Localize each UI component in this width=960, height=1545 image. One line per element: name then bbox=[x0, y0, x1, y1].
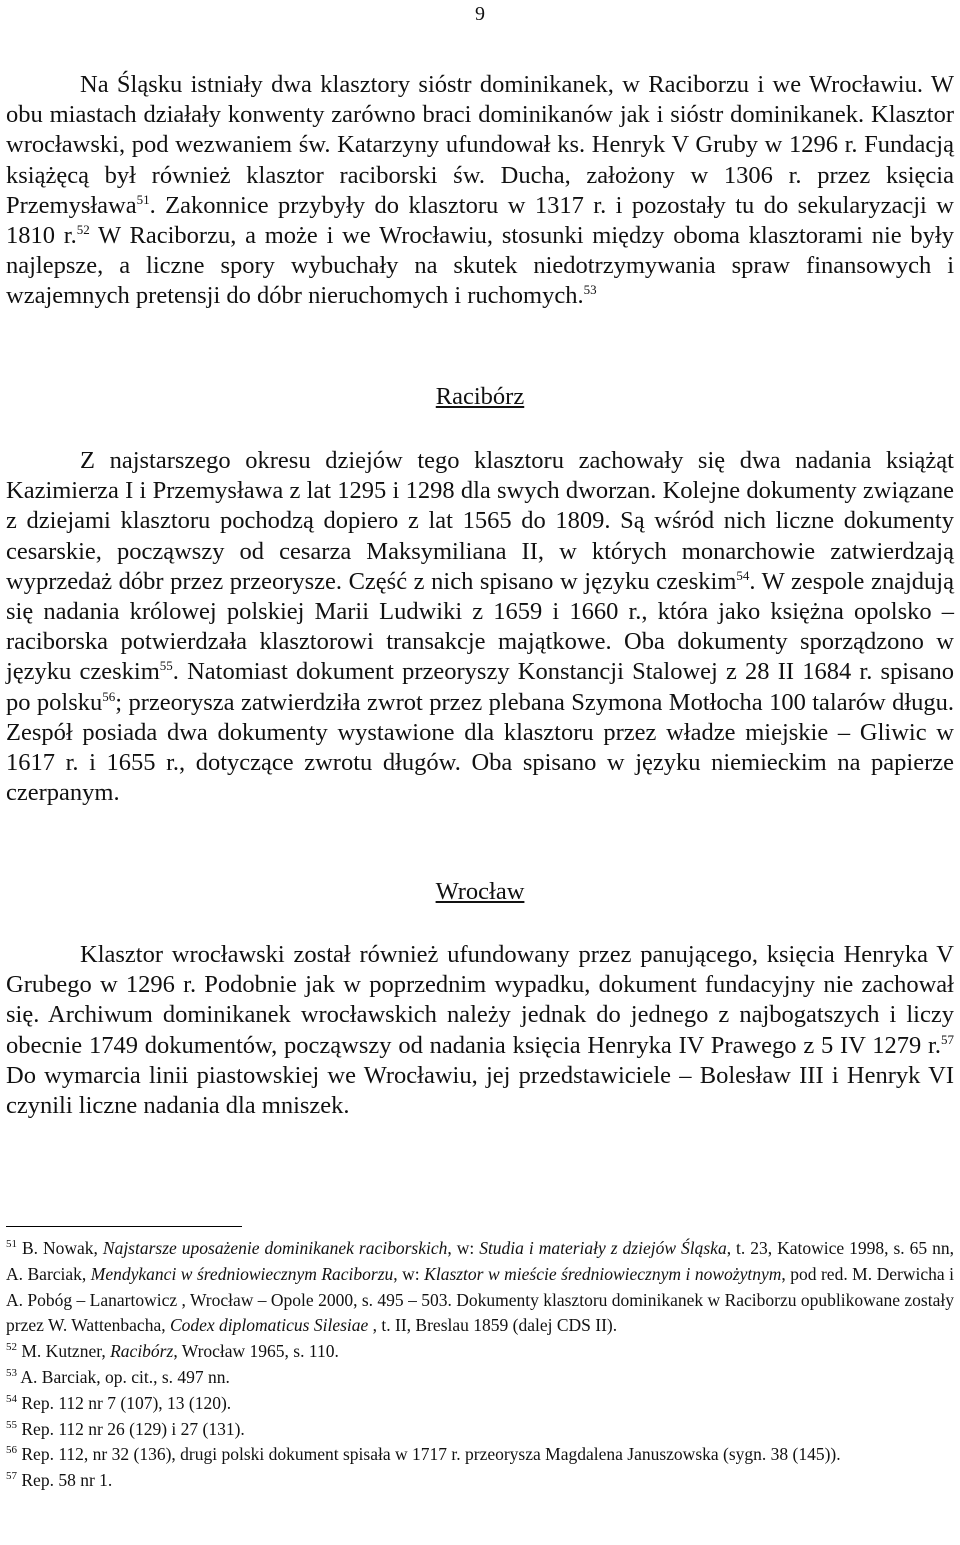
footnote-number: 52 bbox=[6, 1341, 17, 1354]
raciborz-paragraph bbox=[6, 446, 954, 808]
footnote-text: Rep. 112, nr 32 (136), drugi polski dokument spisała w 1717 r. przeorysza Magdalena Januszowska (sygn. 38 (145)). bbox=[17, 1444, 841, 1465]
footnote-title: Studia i materiały z dziejów Śląska bbox=[479, 1238, 727, 1258]
footnote-ref-56[interactable]: 56 bbox=[102, 688, 116, 704]
footnotes bbox=[6, 1236, 954, 1494]
footnote-title: Mendykanci w średniowiecznym Raciborzu bbox=[90, 1263, 394, 1284]
footnote-text: , pod red. M. Derwicha i A. Pobóg – Lanartowicz , Wrocław – Opole 2000, s. 495 – 503. Dokumenty klasztoru dominikanek w Raciborzu opublikowane zostały przez W. Wattenbacha, bbox=[6, 1263, 954, 1336]
footnote-number: 57 bbox=[6, 1470, 17, 1483]
footnote-text: A. Barciak, op. cit., s. 497 nn. bbox=[17, 1366, 230, 1387]
page-number: 9 bbox=[475, 3, 485, 25]
footnote-ref-57[interactable]: 57 bbox=[941, 1031, 954, 1047]
footnote-title: Klasztor w mieście średniowiecznym i nowożytnym bbox=[424, 1263, 782, 1284]
footnote-52 bbox=[6, 1339, 954, 1365]
footnote-54 bbox=[6, 1391, 954, 1417]
footnote-title: Najstarsze uposażenie dominikanek raciborskich bbox=[102, 1238, 448, 1258]
intro-text-3: W Raciborzu, a może i we Wrocławiu, stosunki między oboma klasztorami nie były najlepsze, a liczne spory wybuchały na skutek niedotrzymywania spraw finansowych i wzajemnych pretensji do dóbr nieruchomych i ruchomych. bbox=[6, 222, 954, 310]
footnote-text: , t. II, Breslau 1859 (dalej CDS II). bbox=[368, 1315, 618, 1336]
intro-text-1: Na Śląsku istniały dwa klasztory sióstr dominikanek, w Raciborzu i we Wrocławiu. W obu miastach działały konwenty zarówno braci dominikanów jak i sióstr dominikanek. Klasztor wrocławski, pod wezwaniem św. Katarzyny ufundował ks. Henryk V Gruby w 1296 r. Fundacją książęcą był również klasztor raciborski św. Ducha, założony w 1306 r. przez księcia Przemysława bbox=[6, 71, 954, 219]
footnote-number: 51 bbox=[6, 1238, 17, 1251]
footnote-text: Rep. 112 nr 26 (129) i 27 (131). bbox=[17, 1418, 245, 1439]
intro-paragraph bbox=[6, 70, 954, 312]
section-heading-wroclaw: Wrocław bbox=[435, 878, 525, 905]
footnote-title: Codex diplomaticus Silesiae bbox=[169, 1315, 369, 1336]
intro-text-2: . Zakonnice przybyły do klasztoru w 1317 r. i pozostały tu do sekularyzacji w 1810 r. bbox=[6, 191, 954, 250]
wroclaw-text-2: Do wymarcia linii piastowskiej we Wrocławiu, jej przedstawiciele – Bolesław III i Henryk VI czynili liczne nadania dla mniszek. bbox=[6, 1061, 954, 1120]
footnote-number: 54 bbox=[6, 1392, 17, 1405]
footnote-text: , w: bbox=[447, 1238, 480, 1258]
footnote-number: 55 bbox=[6, 1418, 17, 1431]
footnote-ref-53[interactable]: 53 bbox=[583, 282, 597, 298]
footnote-separator bbox=[6, 1226, 242, 1227]
footnote-51 bbox=[6, 1236, 954, 1339]
raciborz-text-2: . W zespole znajdują się nadania królowej polskiej Marii Ludwiki z 1659 i 1660 r., która jako księżna opolsko – raciborska potwierdzała klasztorowi transakcje majątkowe. Oba dokumenty sporządzono w języku czeskim bbox=[6, 567, 954, 686]
footnote-text: M. Kutzner, bbox=[17, 1341, 111, 1362]
wroclaw-paragraph bbox=[6, 940, 954, 1121]
footnote-56 bbox=[6, 1442, 954, 1468]
footnote-text: , Wrocław 1965, s. 110. bbox=[173, 1341, 339, 1362]
raciborz-text-3: . Natomiast dokument przeoryszy Konstancji Stalowej z 28 II 1684 r. spisano po polsku bbox=[6, 658, 954, 716]
footnote-53 bbox=[6, 1365, 954, 1391]
raciborz-text-1: Z najstarszego okresu dziejów tego klasztoru zachowały się dwa nadania książąt Kazimierza I i Przemysława z lat 1295 i 1298 dla swych dworzan. Kolejne dokumenty związane z dziejami klasztoru pochodzą dopiero z lat 1565 do 1809. Są wśród nich liczne dokumenty cesarskie, począwszy od cesarza Maksymiliana II, w których monarchowie zatwierdzają wyprzedaż dóbr przez przeorysze. Część z nich spisano w języku czeskim bbox=[6, 447, 954, 595]
footnote-text: , w: bbox=[393, 1263, 425, 1284]
wroclaw-text-1: Klasztor wrocławski został również ufundowany przez panującego, księcia Henryka V Grubego w 1296 r. Podobnie jak w poprzednim wypadku, dokument fundacyjny nie zachował się. Archiwum dominikanek wrocławskich należy jednak do jednego z najbogatszych i liczy obecnie 1749 dokumentów, począwszy od nadania księcia Henryka IV Prawego z 5 IV 1279 r. bbox=[6, 941, 954, 1059]
footnote-title: Racibórz bbox=[110, 1341, 174, 1362]
footnote-ref-51[interactable]: 51 bbox=[136, 191, 150, 207]
footnote-number: 53 bbox=[6, 1367, 17, 1380]
raciborz-text-4: ; przeorysza zatwierdziła zwrot przez plebana Szymona Motłocha 100 talarów długu. Zespół posiada dwa dokumenty wystawione dla klasztoru przez władze miejskie – Gliwic w 1617 r. i 1655 r., dotyczące zwrotu długów. Oba spisano w języku niemieckim na papierze czerpanym. bbox=[6, 688, 955, 807]
footnote-number: 56 bbox=[6, 1444, 17, 1457]
section-heading-raciborz: Racibórz bbox=[435, 383, 525, 410]
footnote-text: B. Nowak, bbox=[17, 1238, 103, 1258]
footnote-57 bbox=[6, 1468, 954, 1494]
footnote-ref-52[interactable]: 52 bbox=[76, 221, 90, 237]
footnote-text: Rep. 58 nr 1. bbox=[17, 1470, 113, 1491]
footnote-ref-54[interactable]: 54 bbox=[736, 567, 750, 583]
footnote-text: , t. 23, Katowice 1998, s. 65 nn, A. Barciak, bbox=[6, 1238, 954, 1284]
footnote-ref-55[interactable]: 55 bbox=[159, 658, 173, 674]
footnote-text: Rep. 112 nr 7 (107), 13 (120). bbox=[17, 1392, 232, 1413]
footnote-55 bbox=[6, 1417, 954, 1443]
